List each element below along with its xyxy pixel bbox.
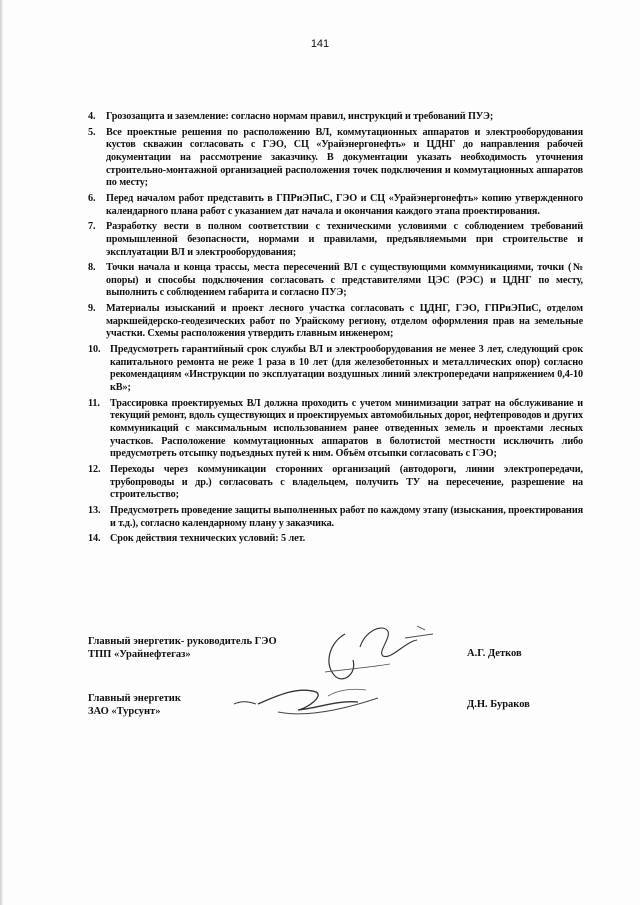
handwritten-signature-2 <box>228 678 398 728</box>
item-text: Грозозащита и заземление: согласно нормам правил, инструкций и требований ПУЭ; <box>106 111 494 122</box>
signer-name: Д.Н. Бураков <box>467 699 530 710</box>
item-number: 5. <box>88 126 96 138</box>
item-text: Точки начала и конца трассы, места пересечений ВЛ с существующими коммуникациями, точки (№ опоры) и способы подключения согласовать с представителями ЦЭС (РЭС) и ЦДНГ по месту, выполнить с соблюдением габарита и согласно ПУЭ; <box>106 262 583 299</box>
item-text: Перед началом работ представить в ГПРиЭПиС, ГЭО и СЦ «Урайэнергонефть» копию утвержденного календарного плана работ с указанием дат начала и окончания каждого этапа проектирования. <box>106 192 583 217</box>
list-item <box>88 111 583 124</box>
list-item <box>88 464 583 502</box>
item-number: 8. <box>88 262 96 274</box>
item-number: 4. <box>88 111 96 122</box>
item-text: Переходы через коммуникации сторонних организаций (автодороги, линии электропередачи, трубопроводы и др.) согласовать с владельцем, получить ТУ на пересечение, разрешение на строительство; <box>110 463 583 501</box>
signer-organization: ЗАО «Турсунт» <box>88 706 161 717</box>
item-number: 6. <box>88 192 96 204</box>
page-number: 141 <box>310 38 330 50</box>
list-item <box>88 262 583 300</box>
list-item <box>88 221 583 259</box>
item-number: 7. <box>88 221 96 233</box>
item-text: Материалы изысканий и проект лесного участка согласовать с ЦДНГ, ГЭО, ГПРиЭПиС, отделом маркшейдерско-геодезических работ по Урайскому региону, отделом оформления прав на земельные участки. Схемы расположения утвердить главным инженером; <box>106 303 583 340</box>
item-text: Срок действия технических условий: 5 лет. <box>110 533 306 545</box>
list-item <box>88 533 583 546</box>
scan-edge <box>0 0 3 905</box>
item-number: 13. <box>88 504 101 516</box>
item-text: Все проектные решения по расположению ВЛ, коммутационных аппаратов и электрооборудования кустов скважин согласовать с ГЭО, СЦ «Урайэнергонефть» и ЦДНГ до направления рабочей документации на рассмотрение заказчику. В документации указать необходимость уточнения строительно-монтажной организацией расположения точек подключения и коммутационных аппаратов по месту; <box>106 126 583 189</box>
item-number: 10. <box>88 344 101 356</box>
signer-position: Главный энергетик- руководитель ГЭО <box>88 636 277 647</box>
signature-block-1-title <box>88 635 277 661</box>
item-text: Трассировка проектируемых ВЛ должна проходить с учетом минимизации затрат на обслуживание и текущий ремонт, вдоль существующих и проектируемых автомобильных дорог, нефтепроводов и других коммуникаций с максимальным использованием ранее отведенных земель и проектами лесных участков. Расположение коммутационных аппаратов в болотистой местности исключить либо предусмотреть отсыпку подъездных путей к ним. Объём отсыпки согласовать с ГЭО; <box>110 397 583 460</box>
signature-block-2-title <box>88 692 181 718</box>
signer-organization: ТПП «Урайнефтегаз» <box>88 649 191 660</box>
list-item <box>88 303 583 341</box>
item-text: Предусмотреть проведение защиты выполненных работ по каждому этапу (изыскания, проектирования и т.д.), согласно календарному плану у заказчика. <box>110 504 583 529</box>
item-number: 9. <box>88 303 96 315</box>
item-number: 12. <box>88 463 101 475</box>
item-number: 11. <box>88 397 100 409</box>
list-item <box>88 398 583 461</box>
signer-position: Главный энергетик <box>88 693 181 704</box>
item-text: Предусмотреть гарантийный срок службы ВЛ и электрооборудования не менее 3 лет, следующий срок капитального ремонта не реже 1 раза в 10 лет (для железобетонных и металлических опор) согласно рекомендациям «Инструкции по эксплуатации воздушных линий электропередачи напряжением 0,4-10 кВ»; <box>110 344 583 393</box>
list-item <box>88 505 583 530</box>
list-item <box>88 193 583 218</box>
signer-name: А.Г. Детков <box>467 648 522 659</box>
requirements-list <box>88 111 583 549</box>
list-item <box>88 344 583 394</box>
list-item <box>88 127 583 190</box>
item-number: 14. <box>88 533 101 545</box>
item-text: Разработку вести в полном соответствии с техническими условиями с соблюдением требований промышленной безопасности, нормами и правилами, предъявляемыми при строительстве и эксплуатации ВЛ и электрооборудования; <box>106 221 583 258</box>
